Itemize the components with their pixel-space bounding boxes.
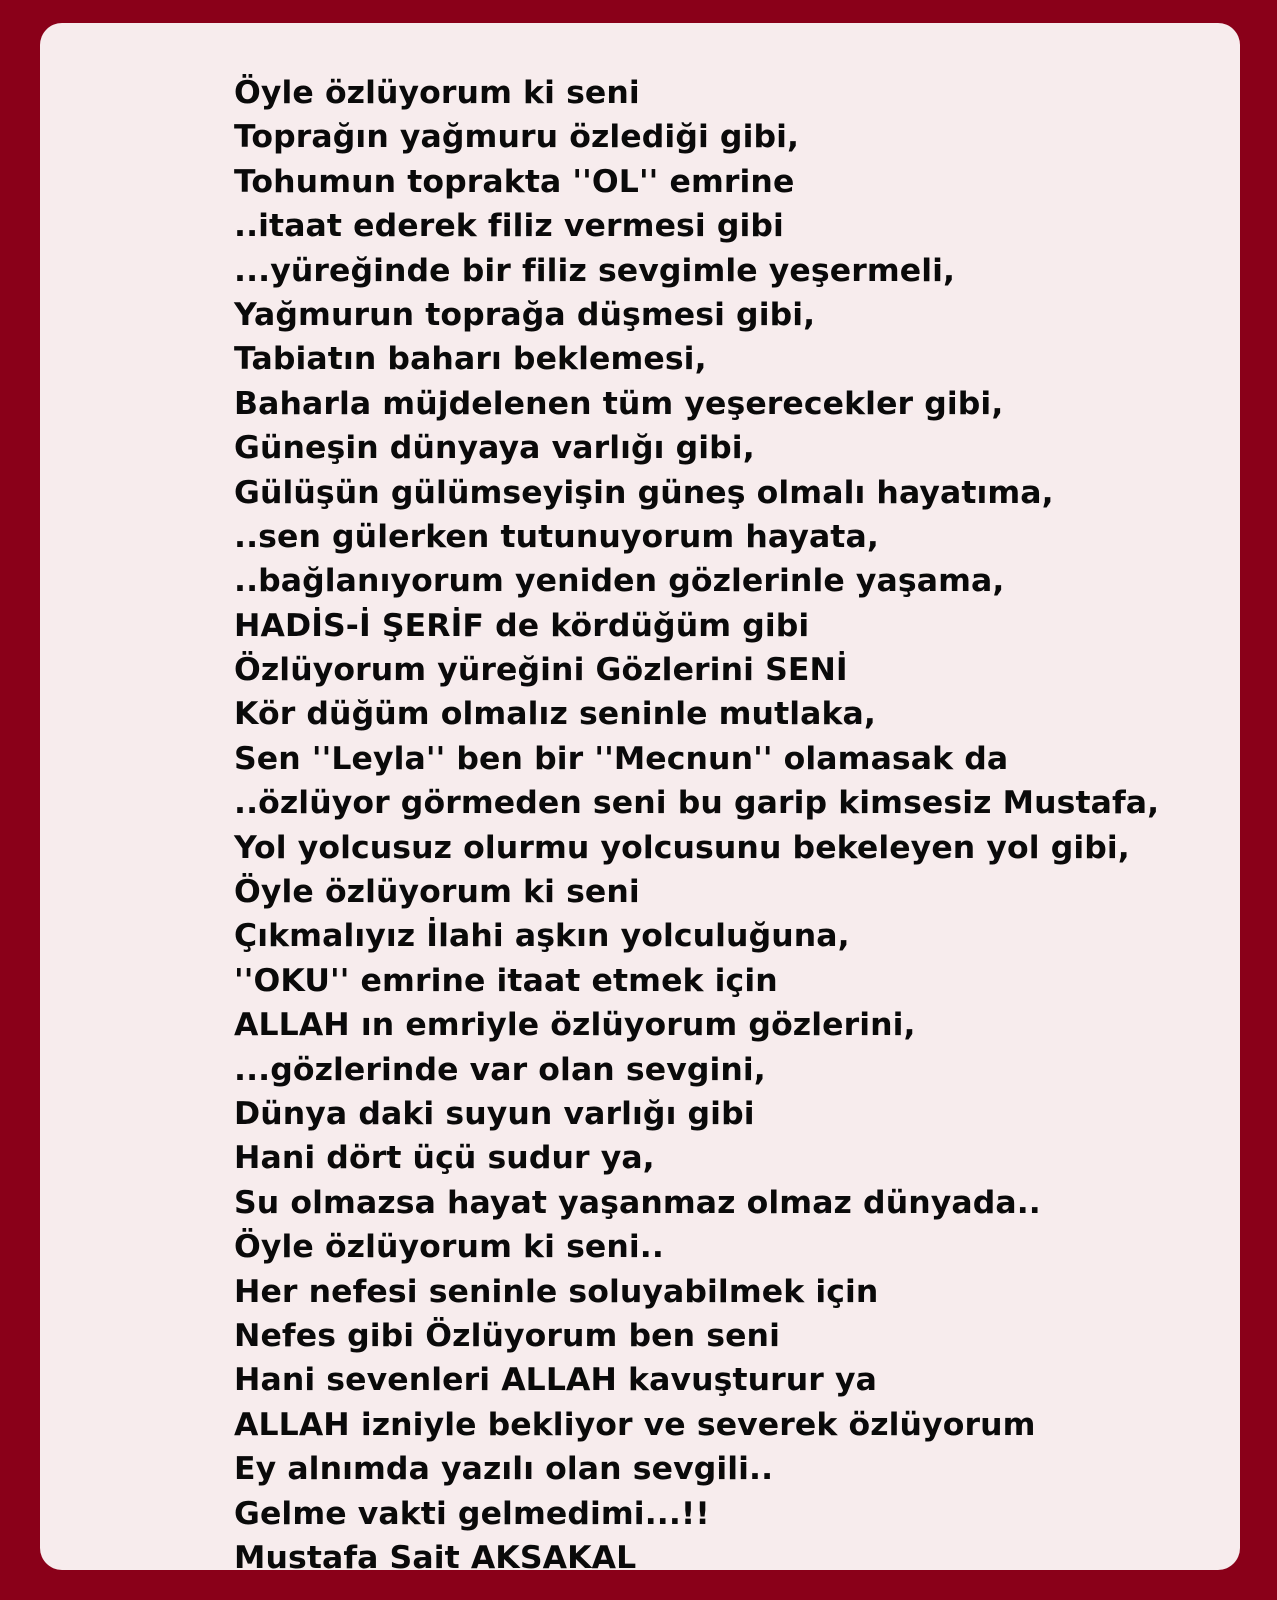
poem-line: ..sen gülerken tutunuyorum hayata, bbox=[234, 518, 879, 555]
poem-line: Gelme vakti gelmedimi...!! bbox=[234, 1495, 710, 1532]
poem-line: Kör düğüm olmalız seninle mutlaka, bbox=[234, 696, 876, 733]
poem-line: Yol yolcusuz olurmu yolcusunu bekeleyen yol gibi, bbox=[234, 829, 1130, 866]
poem-line: Baharla müjdelenen tüm yeşerecekler gibi, bbox=[234, 385, 1004, 422]
poem-line: Tabiatın baharı beklemesi, bbox=[234, 341, 707, 378]
poem-text bbox=[234, 71, 1159, 1580]
poem-line: Toprağın yağmuru özlediği gibi, bbox=[234, 119, 800, 156]
poem-line: Çıkmalıyız İlahi aşkın yolculuğuna, bbox=[234, 918, 850, 955]
poem-line: Öyle özlüyorum ki seni bbox=[234, 874, 640, 911]
poem-card bbox=[40, 23, 1240, 1576]
poem-line: ALLAH ın emriyle özlüyorum gözlerini, bbox=[234, 1007, 916, 1044]
poem-line: Öyle özlüyorum ki seni.. bbox=[234, 1229, 664, 1266]
poem-line: Sen ''Leyla'' ben bir ''Mecnun'' olamasak da bbox=[234, 740, 1009, 777]
poem-line: Hani dört üçü sudur ya, bbox=[234, 1140, 655, 1177]
poem-line: Güneşin dünyaya varlığı gibi, bbox=[234, 430, 755, 467]
poem-line: HADİS-İ ŞERİF de kördüğüm gibi bbox=[234, 607, 810, 644]
poem-line: Tohumun toprakta ''OL'' emrine bbox=[234, 163, 795, 200]
poem-line: ALLAH izniyle bekliyor ve severek özlüyorum bbox=[234, 1406, 1036, 1443]
poem-line: Dünya daki suyun varlığı gibi bbox=[234, 1095, 755, 1132]
poem-line: Yağmurun toprağa düşmesi gibi, bbox=[234, 296, 816, 333]
poem-line: Nefes gibi Özlüyorum ben seni bbox=[234, 1317, 780, 1354]
poem-line: ''OKU'' emrine itaat etmek için bbox=[234, 962, 778, 999]
poem-signature: Mustafa Sait AKSAKAL bbox=[234, 1539, 637, 1576]
poem-line: ..bağlanıyorum yeniden gözlerinle yaşama, bbox=[234, 563, 1005, 600]
poem-line: Gülüşün gülümseyişin güneş olmalı hayatıma, bbox=[234, 474, 1054, 511]
poem-line: ...gözlerinde var olan sevgini, bbox=[234, 1051, 766, 1088]
poem-line: ...yüreğinde bir filiz sevgimle yeşermeli, bbox=[234, 252, 956, 289]
poem-line: ..özlüyor görmeden seni bu garip kimsesiz Mustafa, bbox=[234, 785, 1160, 822]
poem-line: Özlüyorum yüreğini Gözlerini SENİ bbox=[234, 652, 848, 689]
poem-line: ..itaat ederek filiz vermesi gibi bbox=[234, 208, 784, 245]
poem-line: Hani sevenleri ALLAH kavuşturur ya bbox=[234, 1362, 877, 1399]
poem-line: Her nefesi seninle soluyabilmek için bbox=[234, 1273, 879, 1310]
poem-line: Su olmazsa hayat yaşanmaz olmaz dünyada.. bbox=[234, 1184, 1041, 1221]
poem-line: Ey alnımda yazılı olan sevgili.. bbox=[234, 1451, 774, 1488]
poem-line: Öyle özlüyorum ki seni bbox=[234, 75, 640, 111]
